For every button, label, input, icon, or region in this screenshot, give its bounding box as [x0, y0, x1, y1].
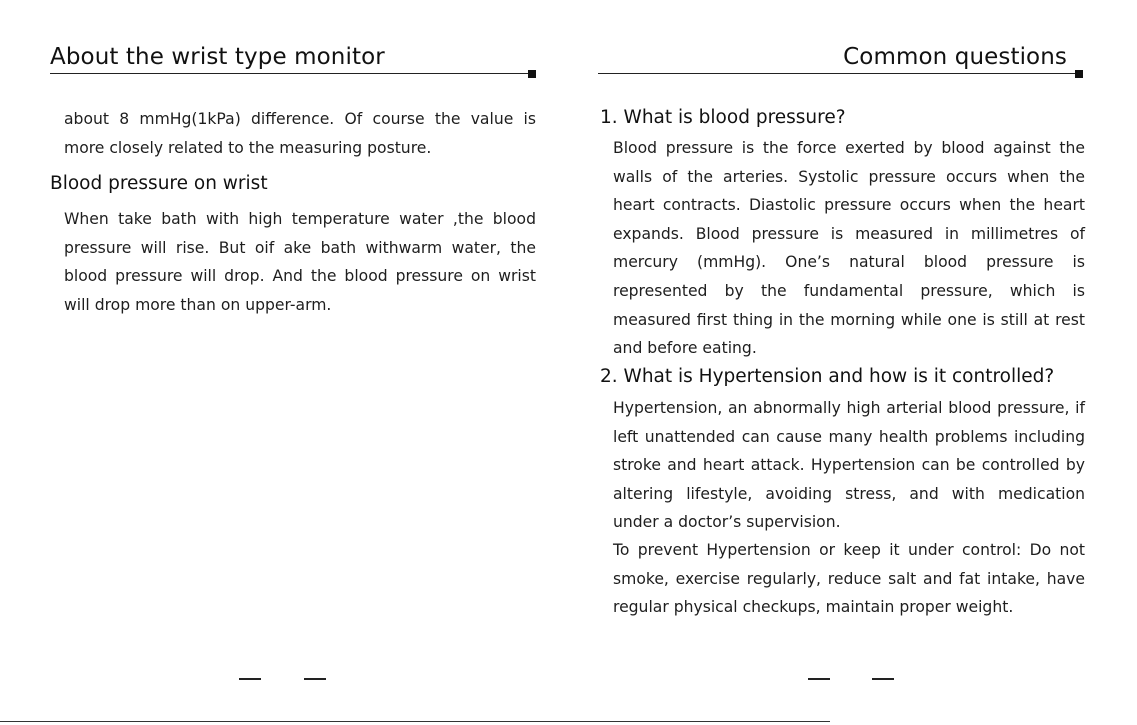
question-2-heading: 2. What is Hypertension and how is it controlled? [600, 366, 1055, 387]
wrist-blood-pressure-paragraph: When take bath with high temperature water ,the blood pressure will rise. But oif ake bath withwarm water, the blood pressure will drop. And the blood pressure on wrist will drop more than on upper-arm. [64, 210, 536, 314]
question-1-heading: 1. What is blood pressure? [600, 107, 846, 128]
right-page-number-mark-1 [808, 678, 830, 680]
question-2-paragraph-2: To prevent Hypertension or keep it under control: Do not smoke, exercise regularly, reduce salt and fat intake, have regular physical checkups, maintain proper weight. [613, 541, 1085, 617]
left-page-number-mark-2 [304, 678, 326, 680]
left-page [0, 0, 568, 725]
right-header-rule [598, 73, 1078, 74]
right-header-square-marker [1075, 70, 1083, 78]
question-1-paragraph: Blood pressure is the force exerted by blood against the walls of the arteries. Systolic pressure occurs when the heart contracts. Diastolic pressure occurs when the heart expands. Blood pressure is measured in millimetres of mercury (mmHg). One’s natural blood pressure is represented by the fundamental pressure, which is measured first thing in the morning while one is still at rest and before eating. [613, 139, 1085, 358]
left-page-header-title: About the wrist type monitor [50, 44, 385, 70]
left-header-rule [50, 73, 530, 74]
right-page-number-mark-2 [872, 678, 894, 680]
right-page-header-title: Common questions [843, 44, 1067, 70]
left-header-square-marker [528, 70, 536, 78]
right-page [568, 0, 1137, 725]
left-continued-paragraph: about 8 mmHg(1kPa) difference. Of course the value is more closely related to the measuring posture. [64, 110, 536, 157]
bottom-trim-rule [0, 721, 830, 722]
wrist-blood-pressure-heading: Blood pressure on wrist [50, 173, 268, 194]
left-page-number-mark-1 [239, 678, 261, 680]
question-2-paragraph-1: Hypertension, an abnormally high arterial blood pressure, if left unattended can cause many health problems including stroke and heart attack. Hypertension can be controlled by altering lifestyle, avoiding stress, and with medication under a doctor’s supervision. [613, 399, 1085, 532]
